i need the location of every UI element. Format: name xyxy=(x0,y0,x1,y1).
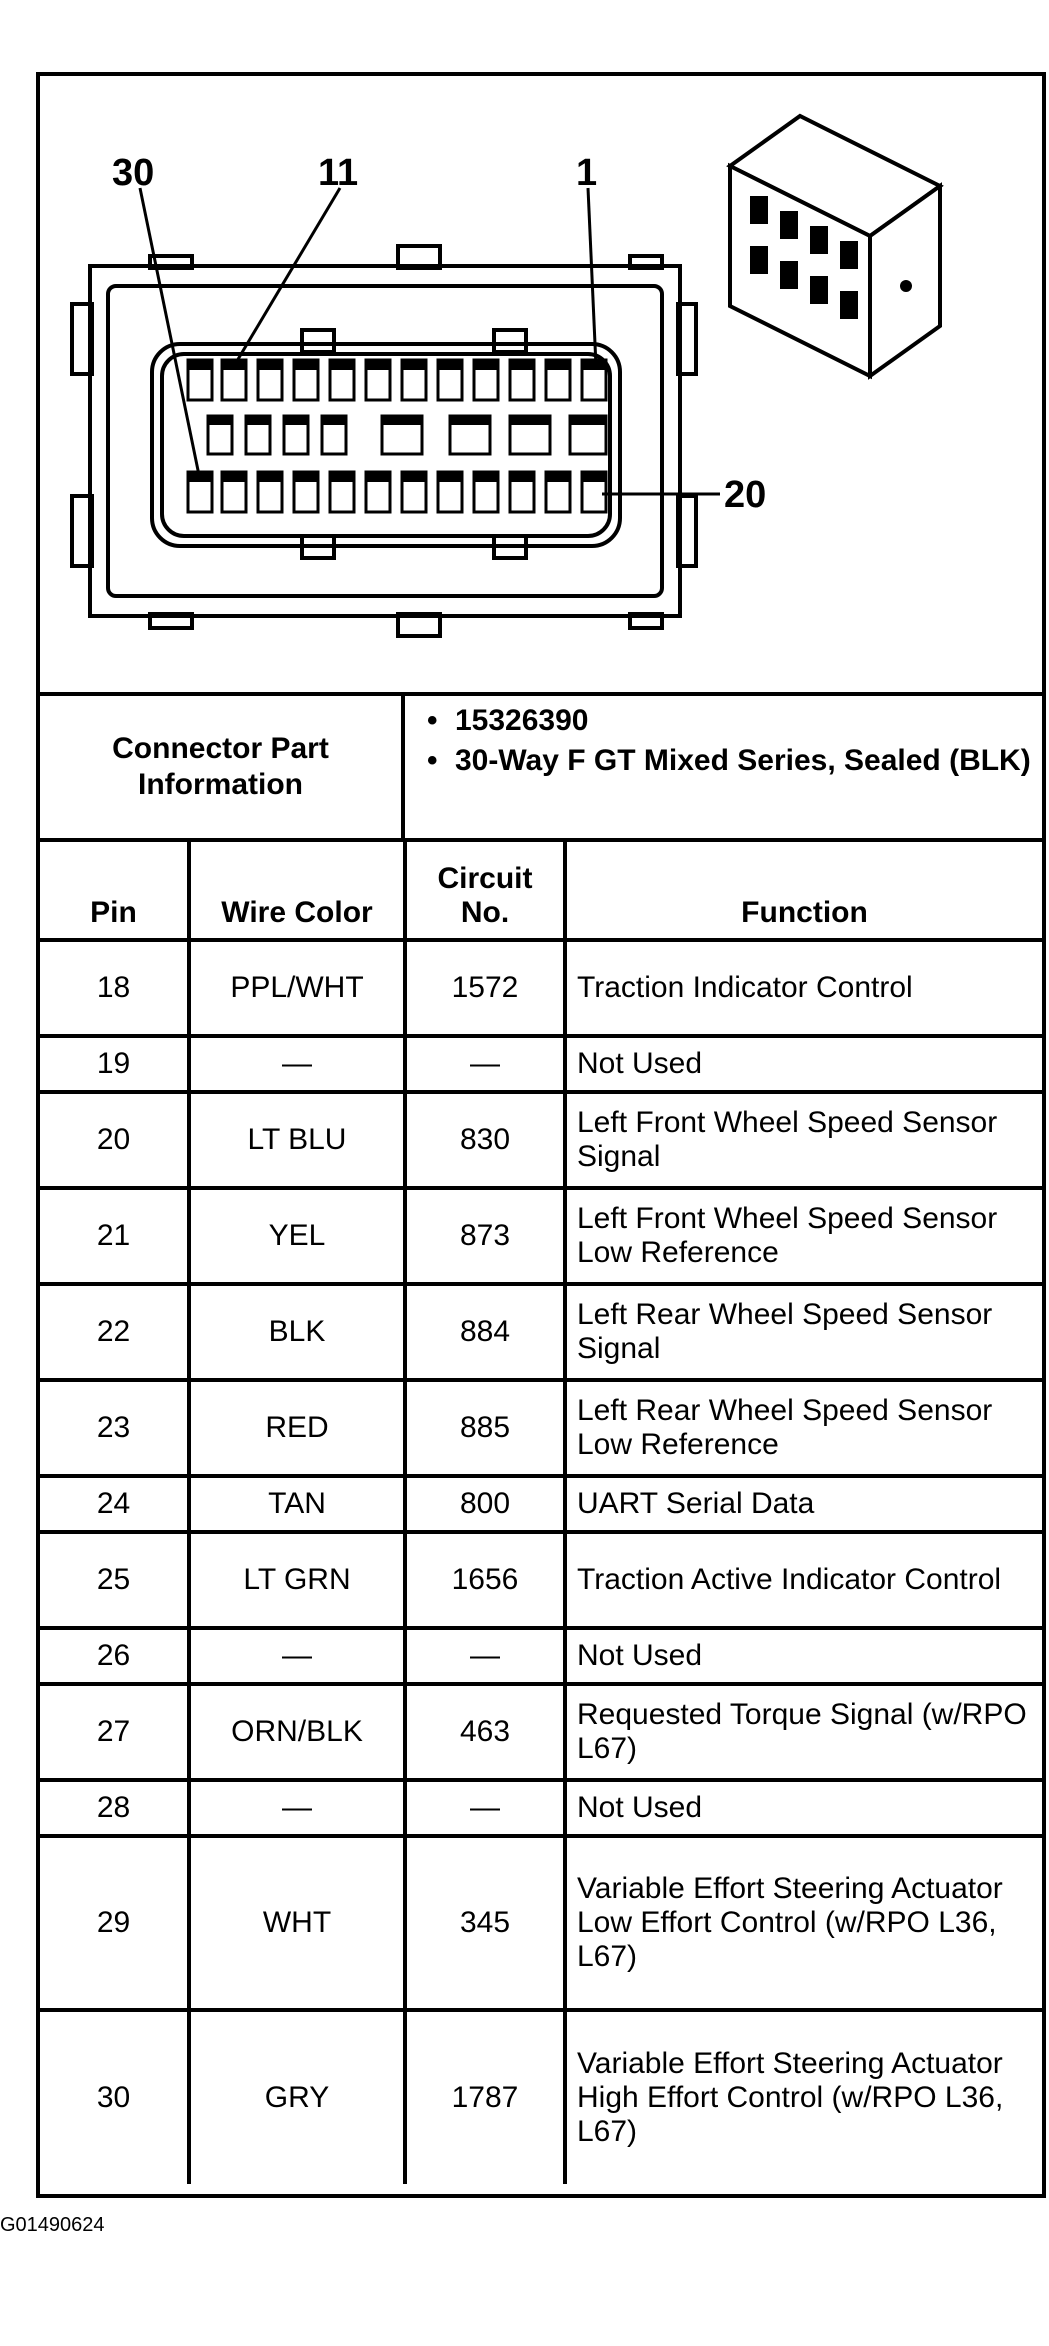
connector-part-info-label: Connector Part Information xyxy=(40,696,405,838)
cell-function: Left Front Wheel Speed Sensor Signal xyxy=(565,1092,1042,1188)
cell-wire-color: WHT xyxy=(189,1836,405,2010)
cell-pin: 21 xyxy=(40,1188,189,1284)
cell-wire-color: — xyxy=(189,1628,405,1684)
part-number: • 15326390 xyxy=(427,704,1042,738)
cell-wire-color: ORN/BLK xyxy=(189,1684,405,1780)
cell-function: Variable Effort Steering Actuator High Effort Control (w/RPO L36, L67) xyxy=(565,2010,1042,2184)
callout-pin-1: 1 xyxy=(576,152,598,194)
cell-function: Variable Effort Steering Actuator Low Effort Control (w/RPO L36, L67) xyxy=(565,1836,1042,2010)
pinout-table xyxy=(40,842,1042,2184)
cell-circuit-no: 885 xyxy=(405,1380,565,1476)
cell-pin: 19 xyxy=(40,1036,189,1092)
cell-pin: 26 xyxy=(40,1628,189,1684)
table-row xyxy=(40,1284,1042,1380)
cell-circuit-no: 884 xyxy=(405,1284,565,1380)
cell-wire-color: — xyxy=(189,1780,405,1836)
table-row xyxy=(40,1684,1042,1780)
cell-wire-color: BLK xyxy=(189,1284,405,1380)
cell-function: Not Used xyxy=(565,1780,1042,1836)
cell-wire-color: GRY xyxy=(189,2010,405,2184)
connector-end-view-frame xyxy=(36,72,1046,2198)
callout-pin-11: 11 xyxy=(318,152,359,194)
cell-circuit-no: 1656 xyxy=(405,1532,565,1628)
cell-circuit-no: 800 xyxy=(405,1476,565,1532)
connector-part-info-list xyxy=(409,696,1042,838)
connector-face-drawing xyxy=(40,76,1042,692)
cell-function: Not Used xyxy=(565,1036,1042,1092)
cell-circuit-no: 345 xyxy=(405,1836,565,2010)
header-pin: Pin xyxy=(40,842,189,940)
cell-pin: 20 xyxy=(40,1092,189,1188)
table-row xyxy=(40,1532,1042,1628)
cell-pin: 23 xyxy=(40,1380,189,1476)
cell-pin: 30 xyxy=(40,2010,189,2184)
header-function: Function xyxy=(565,842,1042,940)
cell-pin: 29 xyxy=(40,1836,189,2010)
cell-wire-color: TAN xyxy=(189,1476,405,1532)
cell-function: UART Serial Data xyxy=(565,1476,1042,1532)
cell-pin: 28 xyxy=(40,1780,189,1836)
cell-wire-color: YEL xyxy=(189,1188,405,1284)
connector-part-info xyxy=(40,696,1042,842)
connector-diagram xyxy=(40,76,1042,696)
table-row xyxy=(40,1628,1042,1684)
cell-circuit-no: 1787 xyxy=(405,2010,565,2184)
table-row xyxy=(40,2010,1042,2184)
cell-function: Requested Torque Signal (w/RPO L67) xyxy=(565,1684,1042,1780)
cell-circuit-no: — xyxy=(405,1036,565,1092)
callout-pin-30: 30 xyxy=(112,152,155,194)
table-row xyxy=(40,1780,1042,1836)
cell-pin: 24 xyxy=(40,1476,189,1532)
cell-circuit-no: 463 xyxy=(405,1684,565,1780)
figure-id: G01490624 xyxy=(0,2214,105,2236)
cell-wire-color: LT BLU xyxy=(189,1092,405,1188)
cell-circuit-no: — xyxy=(405,1780,565,1836)
cell-function: Traction Indicator Control xyxy=(565,940,1042,1036)
header-wire-color: Wire Color xyxy=(189,842,405,940)
cell-circuit-no: 1572 xyxy=(405,940,565,1036)
cell-function: Left Front Wheel Speed Sensor Low Reference xyxy=(565,1188,1042,1284)
cell-circuit-no: 873 xyxy=(405,1188,565,1284)
cell-wire-color: PPL/WHT xyxy=(189,940,405,1036)
table-row xyxy=(40,1092,1042,1188)
table-row xyxy=(40,940,1042,1036)
table-row xyxy=(40,1188,1042,1284)
cell-wire-color: — xyxy=(189,1036,405,1092)
table-row xyxy=(40,1380,1042,1476)
cell-pin: 22 xyxy=(40,1284,189,1380)
cell-pin: 25 xyxy=(40,1532,189,1628)
cell-pin: 18 xyxy=(40,940,189,1036)
cell-pin: 27 xyxy=(40,1684,189,1780)
connector-description: • 30-Way F GT Mixed Series, Sealed (BLK) xyxy=(427,744,1042,778)
cell-function: Traction Active Indicator Control xyxy=(565,1532,1042,1628)
table-row xyxy=(40,1036,1042,1092)
table-header-row xyxy=(40,842,1042,940)
cell-function: Not Used xyxy=(565,1628,1042,1684)
table-row xyxy=(40,1476,1042,1532)
cell-circuit-no: — xyxy=(405,1628,565,1684)
cell-function: Left Rear Wheel Speed Sensor Signal xyxy=(565,1284,1042,1380)
cell-function: Left Rear Wheel Speed Sensor Low Reference xyxy=(565,1380,1042,1476)
cell-wire-color: RED xyxy=(189,1380,405,1476)
cell-wire-color: LT GRN xyxy=(189,1532,405,1628)
cell-circuit-no: 830 xyxy=(405,1092,565,1188)
callout-pin-20: 20 xyxy=(724,474,767,516)
header-circuit-no: Circuit No. xyxy=(405,842,565,940)
table-row xyxy=(40,1836,1042,2010)
